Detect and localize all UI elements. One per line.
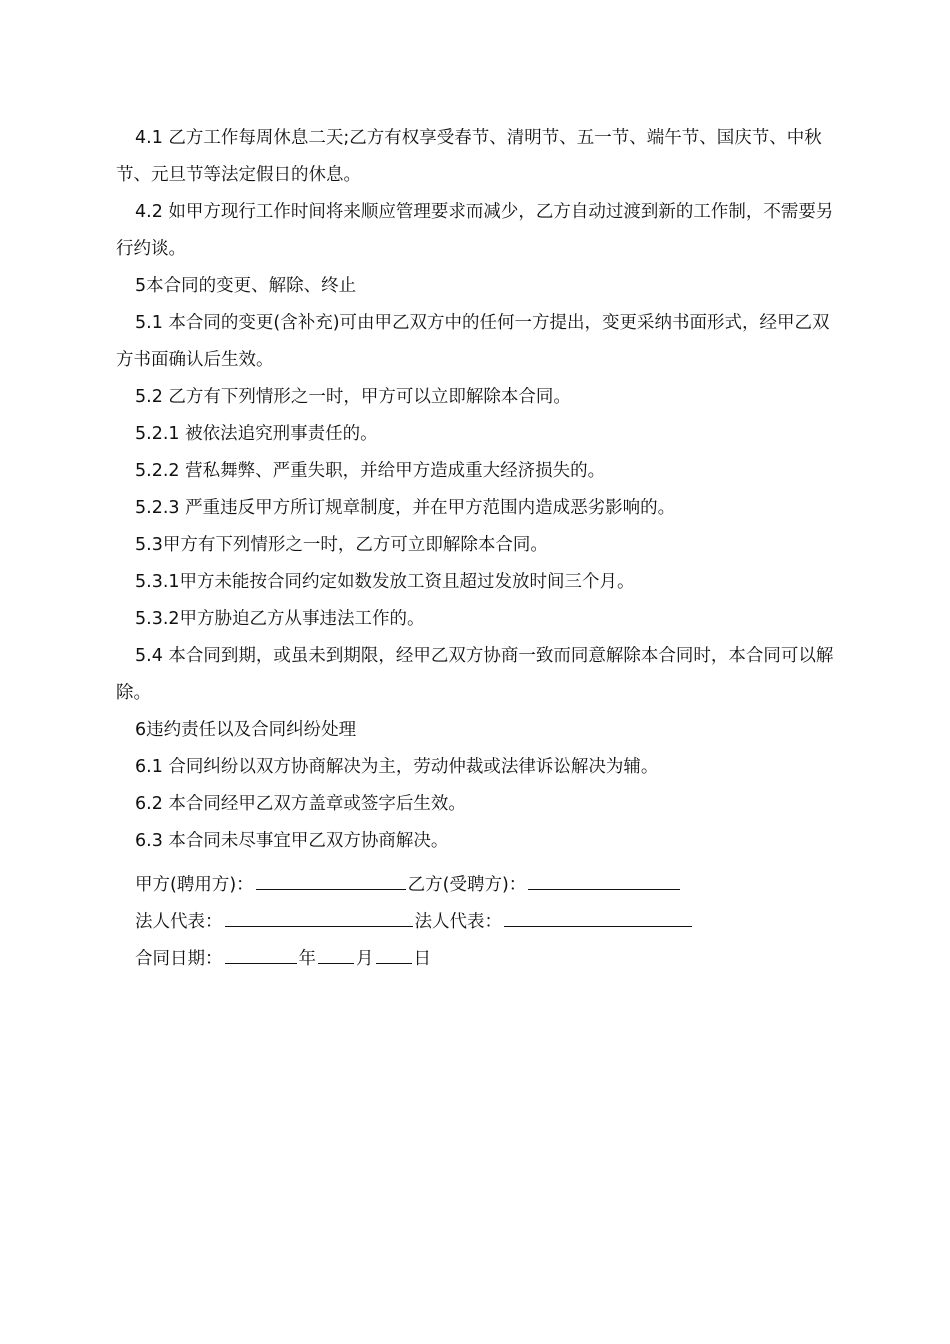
paragraph-5-3	[116, 527, 846, 564]
paragraph-text: 5.3.1甲方未能按合同约定如数发放工资且超过发放时间三个月。	[135, 572, 635, 592]
paragraph-text: 5.3甲方有下列情形之一时，乙方可立即解除本合同。	[135, 535, 548, 555]
party-a-blank[interactable]	[256, 867, 406, 890]
year-label: 年	[298, 949, 316, 969]
paragraph-4-2	[116, 194, 846, 268]
legal-rep-b-blank[interactable]	[504, 904, 692, 927]
signature-parties-line	[135, 867, 682, 904]
paragraph-5-2-2	[116, 453, 846, 490]
paragraph-5-2-3	[116, 490, 846, 527]
paragraph-5-3-2	[116, 601, 846, 638]
paragraph-text: 6.3 本合同未尽事宜甲乙双方协商解决。	[135, 831, 449, 851]
signature-legal-rep-line	[135, 904, 694, 941]
paragraph-text: 5.2.1 被依法追究刑事责任的。	[135, 424, 378, 444]
paragraph-text: 5.4 本合同到期，或虽未到期限，经甲乙双方协商一致而同意解除本合同时，本合同可以解除。	[116, 646, 834, 703]
paragraph-text: 4.1 乙方工作每周休息二天;乙方有权享受春节、清明节、五一节、端午节、国庆节、中秋节、元旦节等法定假日的休息。	[116, 128, 822, 185]
paragraph-text: 5.2.2 营私舞弊、严重失职，并给甲方造成重大经济损失的。	[135, 461, 606, 481]
month-blank[interactable]	[318, 941, 354, 964]
paragraph-text: 4.2 如甲方现行工作时间将来顺应管理要求而减少，乙方自动过渡到新的工作制，不需要另行约谈。	[116, 202, 834, 259]
section-heading-6	[116, 712, 846, 749]
paragraph-text: 5.2.3 严重违反甲方所订规章制度，并在甲方范围内造成恶劣影响的。	[135, 498, 676, 518]
paragraph-6-2	[116, 786, 846, 823]
paragraph-5-2-1	[116, 416, 846, 453]
paragraph-5-2	[116, 379, 846, 416]
legal-rep-b-label: 法人代表：	[414, 912, 502, 932]
paragraph-text: 5.3.2甲方胁迫乙方从事违法工作的。	[135, 609, 425, 629]
paragraph-6-3	[116, 823, 846, 860]
legal-rep-a-blank[interactable]	[225, 904, 413, 927]
day-label: 日	[413, 949, 431, 969]
paragraph-4-1	[116, 120, 846, 194]
paragraph-6-1	[116, 749, 846, 786]
paragraph-5-1	[116, 305, 846, 379]
heading-text: 5本合同的变更、解除、终止	[135, 276, 357, 296]
month-label: 月	[356, 949, 374, 969]
heading-text: 6违约责任以及合同纠纷处理	[135, 720, 357, 740]
section-heading-5	[116, 268, 846, 305]
paragraph-text: 5.2 乙方有下列情形之一时，甲方可以立即解除本合同。	[135, 387, 571, 407]
paragraph-text: 5.1 本合同的变更(含补充)可由甲乙双方中的任何一方提出，变更采纳书面形式，经甲乙双方书面确认后生效。	[116, 313, 830, 370]
date-label: 合同日期：	[135, 949, 223, 969]
party-b-label: 乙方(受聘方)：	[407, 875, 527, 895]
legal-rep-a-label: 法人代表：	[135, 912, 223, 932]
party-b-blank[interactable]	[528, 867, 680, 890]
party-a-label: 甲方(聘用方)：	[135, 875, 254, 895]
paragraph-5-3-1	[116, 564, 846, 601]
year-blank[interactable]	[225, 941, 297, 964]
paragraph-text: 6.1 合同纠纷以双方协商解决为主，劳动仲裁或法律诉讼解决为辅。	[135, 757, 659, 777]
day-blank[interactable]	[376, 941, 412, 964]
paragraph-5-4	[116, 638, 846, 712]
paragraph-text: 6.2 本合同经甲乙双方盖章或签字后生效。	[135, 794, 466, 814]
contract-date-line	[135, 941, 431, 978]
